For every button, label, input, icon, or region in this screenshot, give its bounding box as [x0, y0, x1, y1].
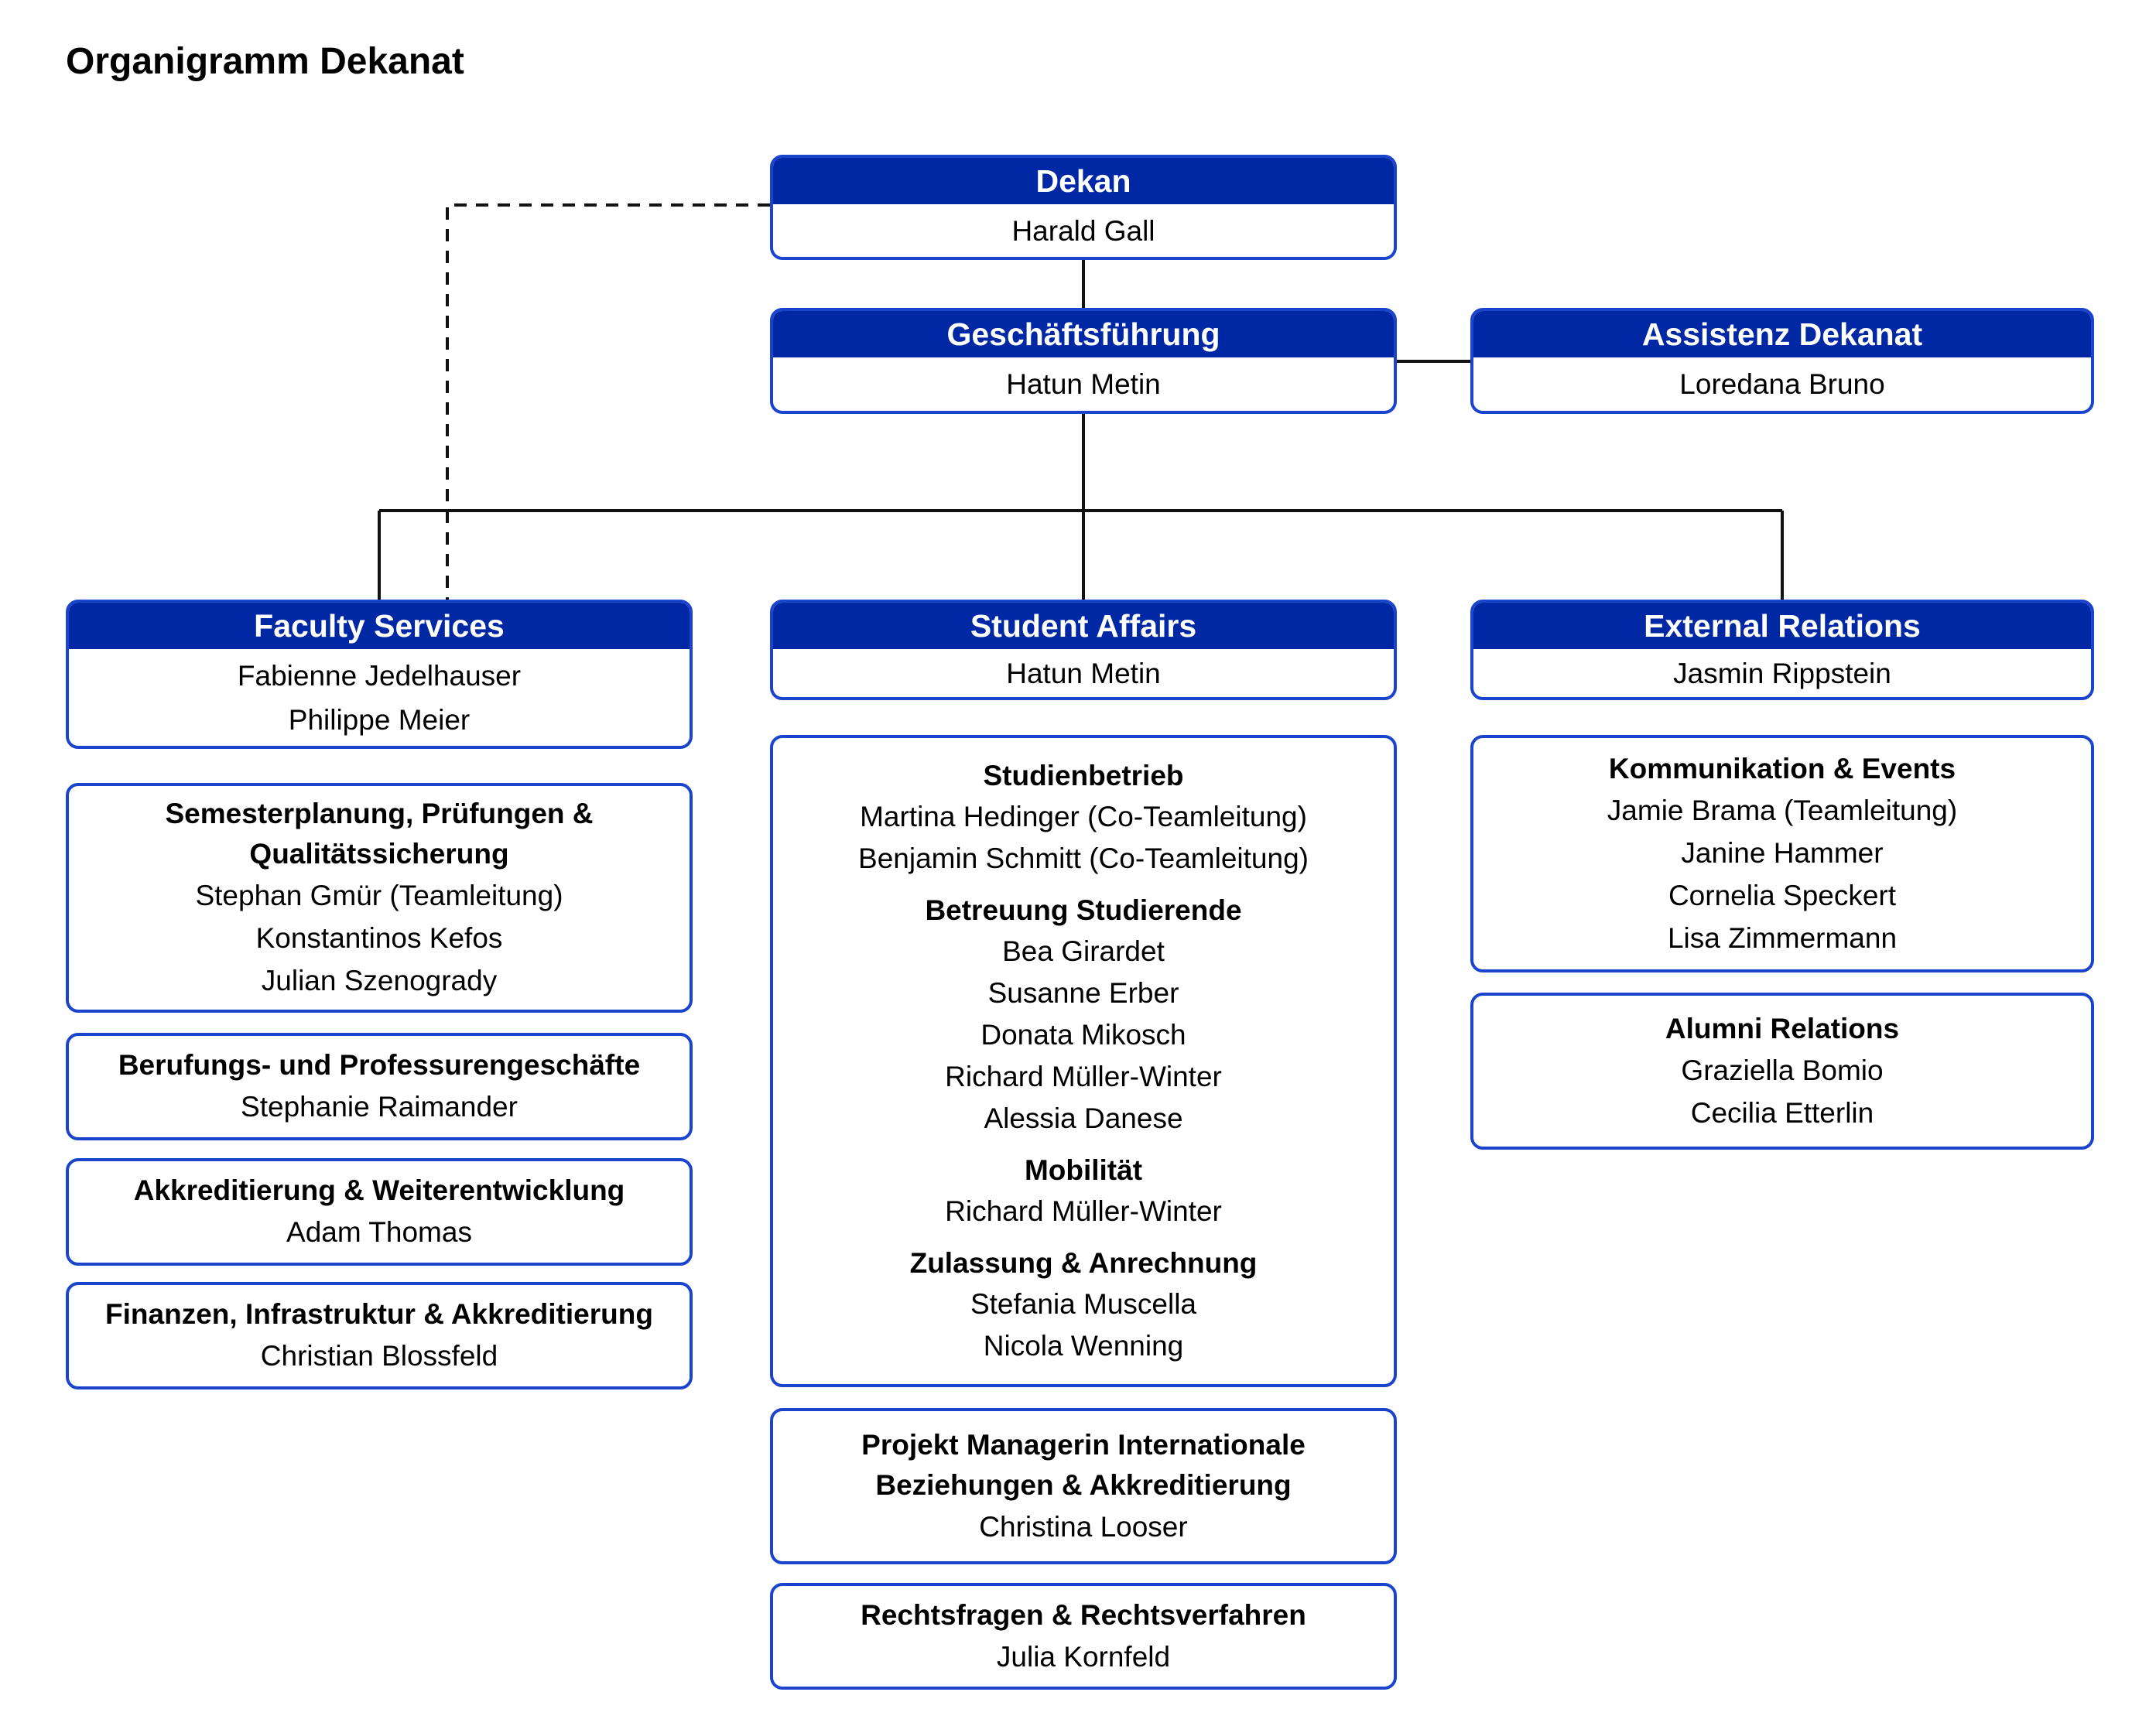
node-assistenz-dekanat-members — [1473, 357, 2091, 411]
unit-rechtsfragen-rechtsverfahren — [770, 1583, 1397, 1690]
member-name: Julian Szenogrady — [261, 965, 498, 996]
member-name: Hatun Metin — [1006, 368, 1161, 400]
unit-kommunikation-events — [1470, 735, 2094, 972]
node-external-relations-title: External Relations — [1473, 603, 2091, 649]
unit-finanzen-infrastruktur-akkreditierung — [66, 1282, 693, 1389]
connector-dashed-dekan-to-faculty-services — [447, 205, 770, 600]
unit-projekt-managerin-internationale-beziehungen — [770, 1408, 1397, 1564]
member-name: Loredana Bruno — [1679, 368, 1885, 400]
member-name: Christina Looser — [979, 1510, 1188, 1543]
node-faculty-services — [66, 600, 693, 749]
section-zulassung-anrechnung — [910, 1243, 1258, 1367]
unit-semesterplanung-pruefungen-qualitaetssicherung — [66, 783, 693, 1013]
node-dekan-title: Dekan — [773, 158, 1394, 204]
member-name: Stephanie Raimander — [241, 1091, 518, 1123]
node-faculty-services-members — [69, 649, 690, 746]
unit-student-affairs-teams — [770, 735, 1397, 1387]
member-name: Stefania Muscella — [970, 1287, 1197, 1320]
member-name: Jamie Brama (Teamleitung) — [1607, 794, 1958, 826]
unit-title: Rechtsfragen & Rechtsverfahren — [861, 1598, 1306, 1631]
member-name: Fabienne Jedelhauser — [237, 659, 522, 692]
member-name: Harald Gall — [1011, 214, 1155, 247]
section-studienbetrieb — [858, 756, 1309, 880]
member-name: Donata Mikosch — [980, 1018, 1186, 1051]
unit-title: Projekt Managerin Internationale Beziehungen & Akkreditierung — [861, 1428, 1306, 1501]
node-faculty-services-title: Faculty Services — [69, 603, 690, 649]
member-name: Cornelia Speckert — [1668, 879, 1897, 911]
node-student-affairs — [770, 600, 1397, 700]
unit-berufungs-und-professurengeschaefte — [66, 1033, 693, 1140]
member-name: Cecilia Etterlin — [1690, 1096, 1874, 1129]
node-external-relations — [1470, 600, 2094, 700]
member-name: Konstantinos Kefos — [255, 922, 503, 954]
unit-title: Kommunikation & Events — [1608, 752, 1956, 784]
member-name: Richard Müller-Winter — [945, 1060, 1222, 1092]
member-name: Nicola Wenning — [983, 1329, 1184, 1362]
node-assistenz-dekanat-title: Assistenz Dekanat — [1473, 311, 2091, 357]
member-name: Janine Hammer — [1681, 836, 1884, 869]
member-name: Stephan Gmür (Teamleitung) — [195, 880, 563, 911]
page-title: Organigramm Dekanat — [66, 41, 464, 82]
member-name: Richard Müller-Winter — [945, 1195, 1222, 1227]
section-title: Betreuung Studierende — [925, 894, 1242, 926]
member-name: Jasmin Rippstein — [1673, 657, 1891, 689]
member-name: Alessia Danese — [984, 1102, 1183, 1134]
member-name: Hatun Metin — [1006, 657, 1161, 689]
node-dekan — [770, 155, 1397, 260]
member-name: Martina Hedinger (Co-Teamleitung) — [860, 800, 1307, 832]
node-assistenz-dekanat — [1470, 308, 2094, 414]
member-name: Lisa Zimmermann — [1667, 921, 1898, 954]
node-student-affairs-title: Student Affairs — [773, 603, 1394, 649]
node-geschaeftsfuehrung-title: Geschäftsführung — [773, 311, 1394, 357]
section-title: Mobilität — [1024, 1154, 1143, 1186]
member-name: Benjamin Schmitt (Co-Teamleitung) — [858, 842, 1309, 874]
member-name: Julia Kornfeld — [996, 1640, 1171, 1673]
unit-title: Berufungs- und Professurengeschäfte — [118, 1049, 641, 1081]
node-dekan-members — [773, 204, 1394, 257]
member-name: Susanne Erber — [987, 976, 1179, 1009]
member-name: Adam Thomas — [286, 1216, 472, 1248]
node-external-relations-members — [1473, 649, 2091, 697]
section-title: Studienbetrieb — [983, 759, 1184, 791]
unit-alumni-relations — [1470, 993, 2094, 1150]
member-name: Bea Girardet — [1002, 935, 1165, 967]
member-name: Christian Blossfeld — [260, 1340, 498, 1372]
node-geschaeftsfuehrung — [770, 308, 1397, 414]
node-student-affairs-members — [773, 649, 1394, 697]
unit-title: Alumni Relations — [1665, 1012, 1900, 1044]
member-name: Graziella Bomio — [1681, 1054, 1884, 1086]
section-betreuung-studierende — [925, 890, 1241, 1140]
section-title: Zulassung & Anrechnung — [909, 1246, 1258, 1279]
node-geschaeftsfuehrung-members — [773, 357, 1394, 411]
section-mobilitaet — [945, 1150, 1222, 1232]
unit-title: Akkreditierung & Weiterentwicklung — [133, 1174, 625, 1206]
unit-akkreditierung-weiterentwicklung — [66, 1158, 693, 1266]
unit-title: Finanzen, Infrastruktur & Akkreditierung — [105, 1298, 653, 1330]
member-name: Philippe Meier — [288, 703, 471, 736]
unit-title: Semesterplanung, Prüfungen & Qualitätssicherung — [165, 798, 594, 870]
